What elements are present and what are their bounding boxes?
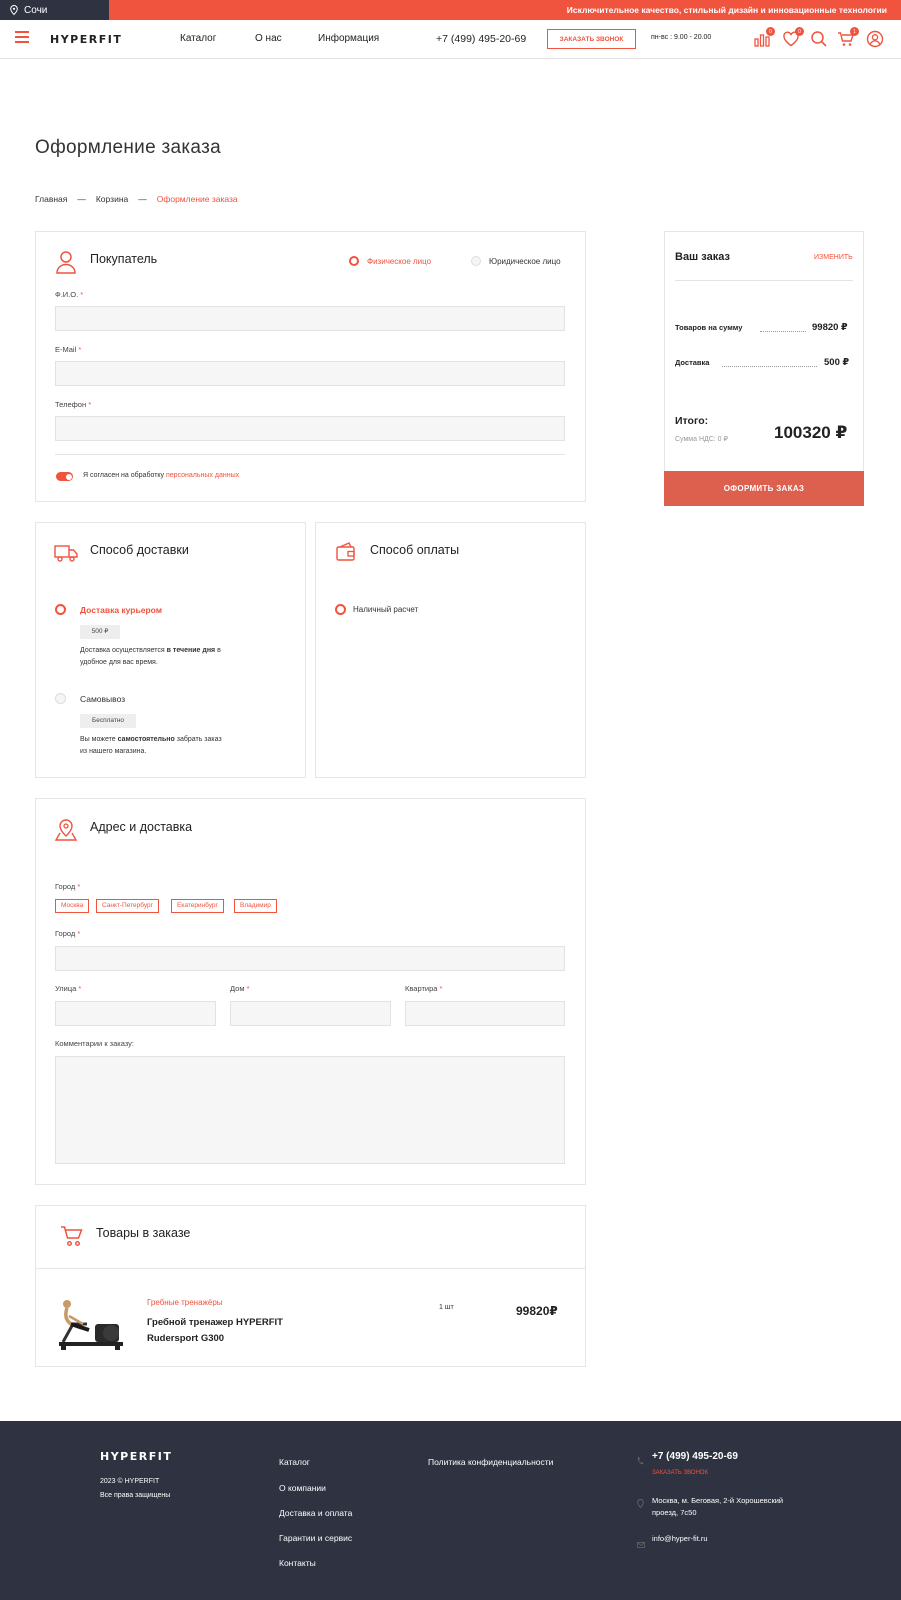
consent-text: Я согласен на обработку персональных данных: [83, 472, 240, 479]
nav-catalog[interactable]: Каталог: [180, 33, 217, 44]
cart-count: 1: [850, 27, 859, 36]
footer-address: Москва, м. Беговая, 2-й Хорошевский проезд, 7с50: [652, 1496, 784, 1517]
house-field[interactable]: [230, 1001, 391, 1026]
radio-courier[interactable]: [55, 604, 66, 615]
city-tag[interactable]: Санкт-Петербург: [96, 899, 159, 913]
divider: [675, 280, 853, 281]
footer-call-link[interactable]: ЗАКАЗАТЬ ЗВОНОК: [652, 1470, 709, 1476]
divider: [35, 1268, 586, 1269]
vat-label: Сумма НДС: 0 ₽: [675, 436, 728, 443]
radio-cash[interactable]: [335, 604, 346, 615]
nav-about[interactable]: О нас: [255, 33, 282, 44]
breadcrumb-home[interactable]: Главная: [35, 194, 68, 204]
delivery-summary-value: 500 ₽: [824, 357, 850, 368]
call-button[interactable]: ЗАКАЗАТЬ ЗВОНОК: [547, 29, 636, 49]
page-title: Оформление заказа: [35, 137, 221, 158]
street-field[interactable]: [55, 1001, 216, 1026]
footer-phone[interactable]: +7 (499) 495-20-69: [652, 1451, 738, 1462]
footer-link[interactable]: Контакты: [279, 1558, 316, 1568]
items-title: Товары в заказе: [96, 1226, 191, 1240]
map-pin-icon: [54, 818, 78, 847]
delivery-title: Способ доставки: [90, 543, 189, 557]
footer-link[interactable]: Каталог: [279, 1457, 310, 1467]
cash-label[interactable]: Наличный расчет: [353, 605, 419, 614]
footer-copyright: 2023 © HYPERFIT: [100, 1478, 160, 1485]
fio-label: Ф.И.О. *: [55, 290, 84, 299]
slogan: Исключительное качество, стильный дизайн и инновационные технологии: [566, 5, 887, 15]
city-field-label: Город *: [55, 929, 81, 938]
total-label: Итого:: [675, 415, 709, 427]
product-category[interactable]: Гребные тренажёры: [147, 1298, 223, 1307]
user-icon: [55, 250, 77, 279]
logo[interactable]: HYPERFIT: [50, 33, 123, 46]
working-hours: пн-вс : 9.00 - 20.00: [651, 34, 712, 41]
city-tag[interactable]: Москва: [55, 899, 89, 913]
edit-order-link[interactable]: ИЗМЕНИТЬ: [814, 254, 853, 261]
apartment-field[interactable]: [405, 1001, 565, 1026]
goods-value: 99820 ₽: [812, 322, 848, 333]
city-tag[interactable]: Владимир: [234, 899, 277, 913]
legal-label[interactable]: Юридическое лицо: [489, 257, 561, 266]
dotted-leader: [760, 331, 806, 332]
street-label: Улица *: [55, 984, 82, 993]
email-field[interactable]: [55, 361, 565, 386]
product-qty: 1 шт: [439, 1304, 454, 1311]
breadcrumb-separator: —: [138, 194, 147, 204]
truck-icon: [54, 543, 78, 568]
total-value: 100320 ₽: [774, 423, 848, 442]
footer-logo[interactable]: HYPERFIT: [100, 1450, 173, 1463]
user-icon[interactable]: [866, 30, 884, 48]
city-label: Город *: [55, 882, 81, 891]
radio-individual[interactable]: [349, 256, 359, 266]
comment-textarea[interactable]: [55, 1056, 565, 1164]
order-summary: [664, 231, 864, 506]
breadcrumb: [35, 194, 238, 204]
search-icon[interactable]: [810, 30, 828, 48]
product-image[interactable]: [55, 1296, 127, 1359]
breadcrumb-current: Оформление заказа: [156, 194, 238, 204]
city-name: Сочи: [24, 4, 48, 16]
goods-label: Товаров на сумму: [675, 323, 743, 332]
pickup-description: Вы можете самостоятельно забрать заказ из нашего магазина.: [80, 736, 222, 755]
radio-legal[interactable]: [471, 256, 481, 266]
divider: [55, 454, 565, 455]
individual-label[interactable]: Физическое лицо: [367, 257, 432, 266]
city-tag[interactable]: Екатеринбург: [171, 899, 224, 913]
compare-count: 0: [766, 27, 775, 36]
favorites-count: 0: [795, 27, 804, 36]
menu-icon[interactable]: [15, 31, 29, 43]
city-field[interactable]: [55, 946, 565, 971]
breadcrumb-cart[interactable]: Корзина: [95, 194, 129, 204]
courier-price: 500 ₽: [80, 625, 120, 639]
consent-toggle[interactable]: [56, 472, 73, 481]
pickup-price: Бесплатно: [80, 714, 136, 728]
house-label: Дом *: [230, 984, 250, 993]
location-pin-icon: [10, 5, 18, 15]
mail-icon: [637, 1535, 645, 1553]
pickup-label[interactable]: Самовывоз: [80, 694, 126, 704]
footer-policy-link[interactable]: Политика конфиденциальности: [428, 1457, 554, 1467]
cart-icon[interactable]: [837, 30, 855, 48]
wallet-icon: [335, 541, 357, 568]
phone-field[interactable]: [55, 416, 565, 441]
city-selector[interactable]: [0, 0, 109, 20]
nav-info[interactable]: Информация: [318, 33, 380, 44]
breadcrumb-separator: —: [77, 194, 86, 204]
summary-title: Ваш заказ: [675, 251, 730, 263]
consent-link[interactable]: персональных данных: [166, 472, 240, 479]
courier-label[interactable]: Доставка курьером: [80, 605, 162, 615]
compare-icon[interactable]: [753, 30, 771, 48]
heart-icon[interactable]: [782, 30, 800, 48]
delivery-summary-label: Доставка: [675, 358, 710, 367]
footer-link[interactable]: Доставка и оплата: [279, 1508, 353, 1518]
cart-icon: [60, 1224, 84, 1253]
submit-order-button[interactable]: ОФОРМИТЬ ЗАКАЗ: [664, 471, 864, 506]
footer-email[interactable]: info@hyper-fit.ru: [652, 1534, 708, 1543]
fio-field[interactable]: [55, 306, 565, 331]
footer-link[interactable]: О компании: [279, 1483, 326, 1493]
courier-description: Доставка осуществляется в течение дня в удобное для вас время.: [80, 647, 221, 666]
header-phone[interactable]: +7 (499) 495-20-69: [436, 33, 527, 45]
phone-icon: [637, 1452, 644, 1470]
buyer-title: Покупатель: [90, 252, 158, 266]
payment-title: Способ оплаты: [370, 543, 460, 557]
product-price: 99820₽: [516, 1304, 558, 1318]
radio-pickup[interactable]: [55, 693, 66, 704]
phone-label: Телефон *: [55, 400, 92, 409]
product-name[interactable]: Гребной тренажер HYPERFIT Rudersport G300: [147, 1317, 283, 1344]
apartment-label: Квартира *: [405, 984, 443, 993]
email-label: E-Mail *: [55, 345, 82, 354]
dotted-leader: [722, 366, 817, 367]
address-title: Адрес и доставка: [90, 820, 193, 834]
footer-link[interactable]: Гарантии и сервис: [279, 1533, 353, 1543]
footer-rights: Все права защищены: [100, 1492, 171, 1499]
location-pin-icon: [637, 1495, 644, 1513]
comment-label: Комментарии к заказу:: [55, 1039, 135, 1048]
